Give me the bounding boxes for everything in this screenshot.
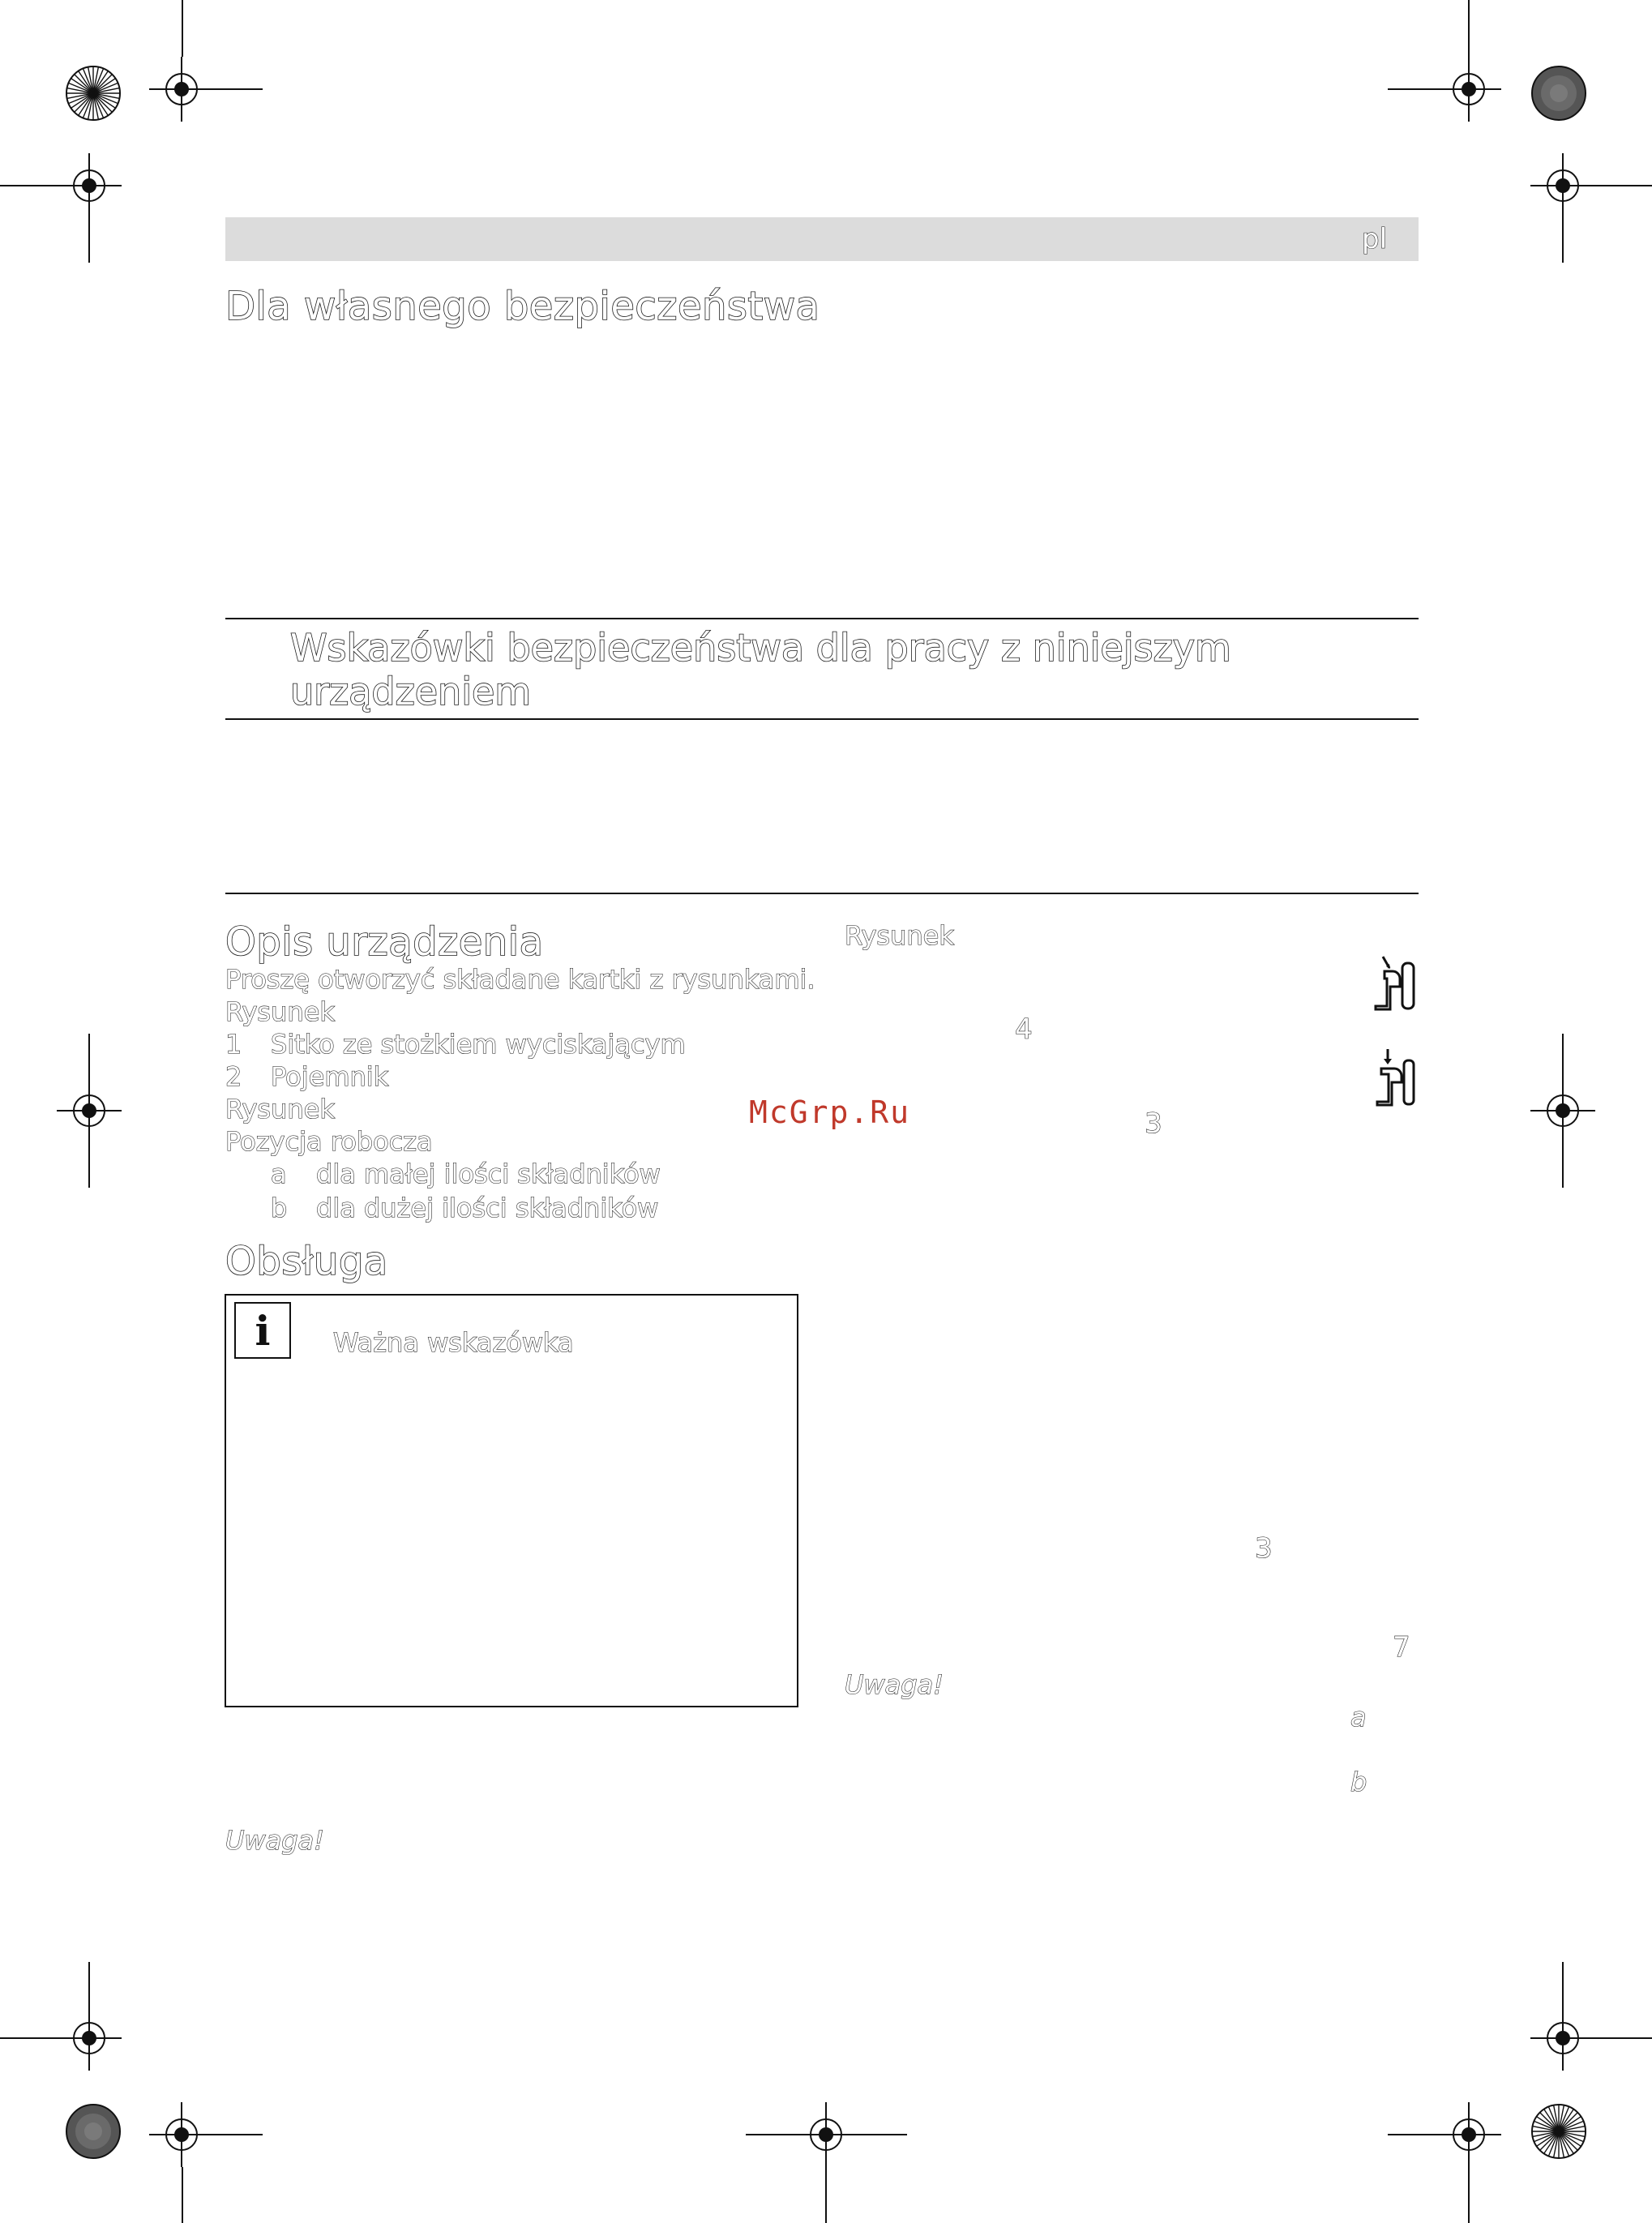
registration-mark-icon [1530, 1078, 1595, 1143]
registration-mark-icon [1436, 57, 1501, 122]
safety-title: Dla własnego bezpieczeństwa [225, 284, 820, 329]
registration-mark-icon [57, 2006, 122, 2071]
reference-number: 3 [1255, 1532, 1273, 1565]
juicer-position-icon [1372, 1049, 1420, 1112]
reference-number: 7 [1393, 1631, 1410, 1664]
reference-number: 3 [1145, 1107, 1162, 1140]
device-safety-title-line1: Wskazówki bezpieczeństwa dla pracy z niniejszym [290, 626, 1231, 670]
watermark: McGrp.Ru [749, 1094, 911, 1130]
device-safety-title-line2: urządzeniem [290, 670, 532, 713]
position-letter: b [271, 1193, 288, 1223]
position-letter: a [271, 1159, 287, 1189]
list-item: Sitko ze stożkiem wyciskającym [271, 1029, 686, 1060]
color-wheel-icon [65, 65, 122, 125]
figure-label: Rysunek [225, 996, 335, 1027]
list-item: Pojemnik [271, 1061, 389, 1092]
registration-mark-icon [149, 57, 214, 122]
list-item-number: 1 [225, 1029, 242, 1060]
description-intro: Proszę otworzyć składane kartki z rysunkami. [225, 964, 815, 995]
warning-label: Uwaga! [845, 1669, 944, 1700]
registration-mark-icon [57, 153, 122, 218]
color-wheel-icon [1530, 2103, 1587, 2163]
registration-mark-icon [149, 2102, 214, 2167]
warning-label: Uwaga! [225, 1825, 324, 1856]
registration-mark-icon [1530, 153, 1595, 218]
operation-title: Obsługa [225, 1239, 388, 1284]
important-note-title: Ważna wskazówka [333, 1327, 574, 1358]
position-label: Pozycja robocza [225, 1126, 433, 1157]
position-letter: b [1350, 1767, 1367, 1797]
reference-number: 4 [1015, 1013, 1033, 1046]
language-header-bar [225, 217, 1419, 261]
registration-mark-icon [794, 2102, 858, 2167]
figure-label: Rysunek [225, 1094, 335, 1124]
important-note-box [225, 1294, 798, 1707]
color-wheel-icon [1530, 65, 1587, 125]
registration-mark-icon [1530, 2006, 1595, 2071]
juicer-position-icon [1372, 953, 1420, 1017]
section-rule [225, 618, 1419, 619]
figure-label: Rysunek [845, 920, 954, 951]
language-tag: pl [1362, 223, 1388, 255]
registration-mark-icon [57, 1078, 122, 1143]
registration-mark-icon [1436, 2102, 1501, 2167]
color-wheel-icon [65, 2103, 122, 2163]
position-item: dla dużej ilości składników [316, 1193, 659, 1223]
info-icon: i [234, 1302, 291, 1359]
section-rule [225, 718, 1419, 720]
position-item: dla małej ilości składników [316, 1159, 661, 1189]
list-item-number: 2 [225, 1061, 242, 1092]
description-title: Opis urządzenia [225, 919, 544, 965]
position-letter: a [1350, 1702, 1367, 1733]
section-rule [225, 893, 1419, 894]
